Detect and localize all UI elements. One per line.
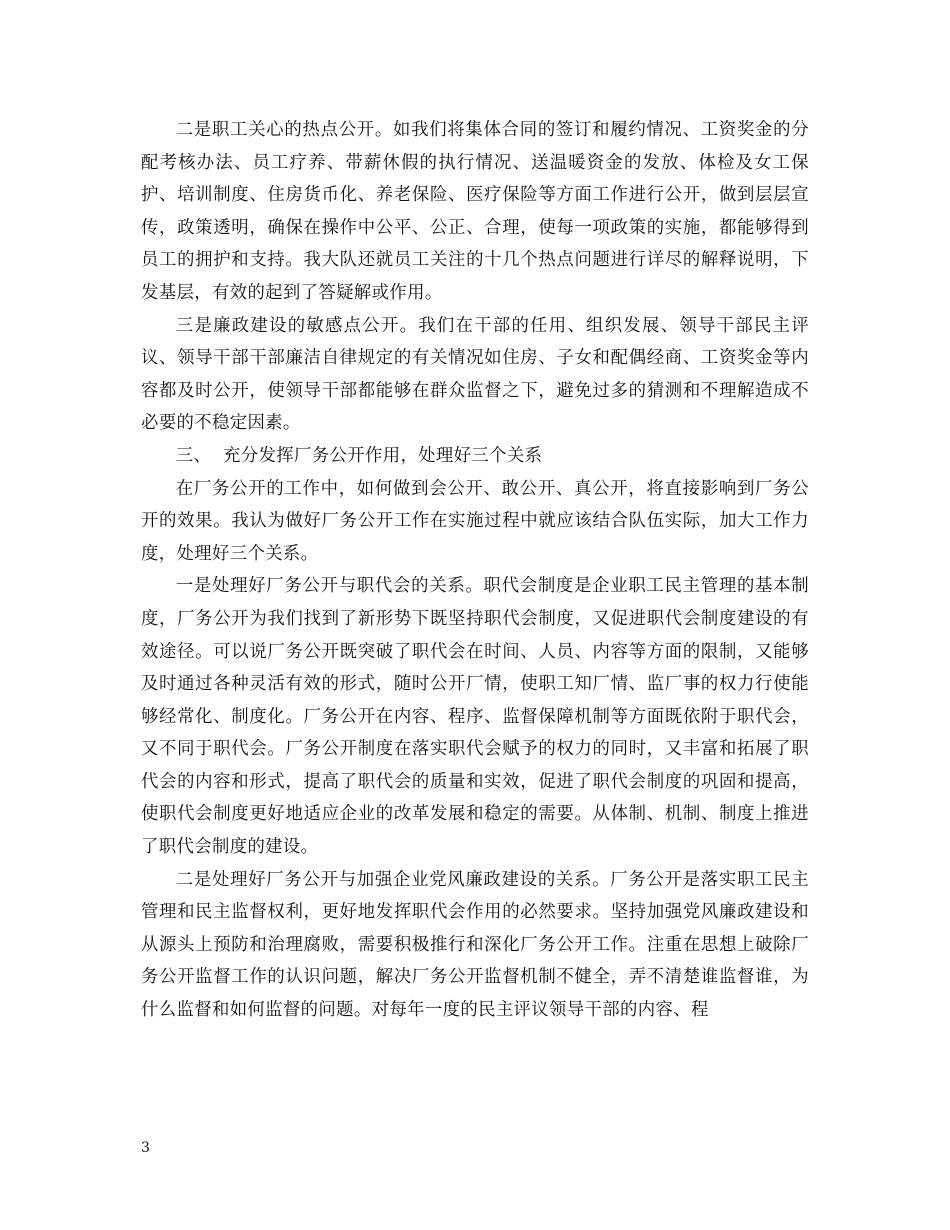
paragraph-intro-three-relations: 在厂务公开的工作中，如何做到会公开、敢公开、真公开，将直接影响到厂务公开的效果。我认为做好厂务公开工作在实施过程中就应该结合队伍实际，加大工作力度，处理好三个关系。 [141, 478, 809, 564]
paragraph-hotspot-disclosure: 二是职工关心的热点公开。如我们将集体合同的签订和履约情况、工资奖金的分配考核办法、员工疗养、带薪休假的执行情况、送温暖资金的发放、体检及女工保护、培训制度、住房货币化、养老保险、医疗保险等方面工作进行公开，做到层层宣传，政策透明，确保在操作中公平、公正、合理，使每一项政策的实施，都能够得到员工的拥护和支持。我大队还就员工关注的十几个热点问题进行详尽的解释说明，下发基层，有效的起到了答疑解或作用。 [141, 120, 809, 303]
section-heading: 三、 充分发挥厂务公开作用，处理好三个关系 [175, 445, 543, 466]
paragraph-integrity-disclosure: 三是廉政建设的敏感点公开。我们在干部的任用、组织发展、领导干部民主评议、领导干部干部廉洁自律规定的有关情况如住房、子女和配偶经商、工资奖金等内容都及时公开，使领导干部都能够在群众监督之下，避免过多的猜测和不理解造成不必要的不稳定因素。 [141, 315, 809, 434]
document-body [141, 114, 809, 1027]
page-number: 3 [141, 1140, 150, 1156]
paragraph-party-integrity-relation: 二是处理好厂务公开与加强企业党风廉政建设的关系。厂务公开是落实职工民主管理和民主监督权利，更好地发挥职代会作用的必然要求。坚持加强党风廉政建设和从源头上预防和治理腐败，需要积极推行和深化厂务公开工作。注重在思想上破除厂务公开监督工作的认识问题，解决厂务公开监督机制不健全，弄不清楚谁监督谁，为什么监督和如何监督的问题。对每年一度的民主评议领导干部的内容、程 [141, 869, 809, 1021]
paragraph-workers-congress-relation: 一是处理好厂务公开与职代会的关系。职代会制度是企业职工民主管理的基本制度，厂务公开为我们找到了新形势下既坚持职代会制度，又促进职代会制度建设的有效途径。可以说厂务公开既突破了职代会在时间、人员、内容等方面的限制，又能够及时通过各种灵活有效的形式，随时公开厂情，使职工知厂情、监厂事的权力行使能够经常化、制度化。厂务公开在内容、程序、监督保障机制等方面既依附于职代会，又不同于职代会。厂务公开制度在落实职代会赋予的权力的同时，又丰富和拓展了职代会的内容和形式，提高了职代会的质量和实效，促进了职代会制度的巩固和提高，使职代会制度更好地适应企业的改革发展和稳定的需要。从体制、机制、制度上推进了职代会制度的建设。 [141, 576, 809, 858]
